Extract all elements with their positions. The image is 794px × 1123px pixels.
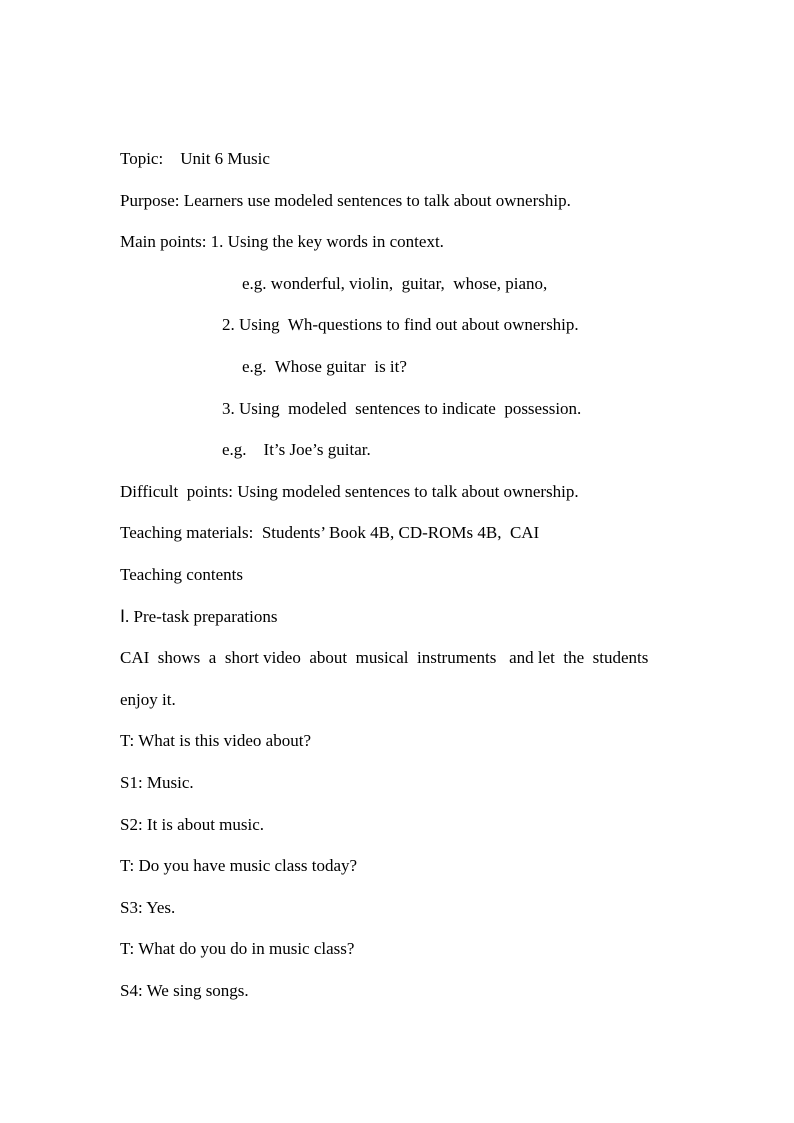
main-points-example-1: e.g. wonderful, violin, guitar, whose, piano, (242, 274, 548, 293)
cai-paragraph-line-2: enjoy it. (120, 690, 176, 709)
dialogue-line: S2: It is about music. (120, 815, 265, 834)
section-heading-pre-task: Ⅰ. Pre-task preparations (120, 607, 278, 626)
dialogue-line: T: What is this video about? (120, 731, 312, 750)
dialogue-line: S4: We sing songs. (120, 981, 249, 1000)
main-points-example-2: e.g. Whose guitar is it? (242, 357, 407, 376)
dialogue-line: T: Do you have music class today? (120, 856, 358, 875)
cai-paragraph-line-1: CAI shows a short video about musical instruments and let the students (120, 648, 649, 667)
purpose-line: Purpose: Learners use modeled sentences to talk about ownership. (120, 191, 571, 210)
main-points-item-3: 3. Using modeled sentences to indicate possession. (222, 399, 582, 418)
dialogue-line: S3: Yes. (120, 898, 176, 917)
dialogue-line: T: What do you do in music class? (120, 939, 355, 958)
main-points-example-3: e.g. It’s Joe’s guitar. (222, 440, 371, 459)
topic-line: Topic: Unit 6 Music (120, 149, 270, 168)
teaching-contents-heading: Teaching contents (120, 565, 243, 584)
main-points-item-2: 2. Using Wh-questions to find out about ownership. (222, 315, 579, 334)
dialogue-line: S1: Music. (120, 773, 194, 792)
main-points-line: Main points: 1. Using the key words in context. (120, 232, 444, 251)
teaching-materials-line: Teaching materials: Students’ Book 4B, CD-ROMs 4B, CAI (120, 523, 540, 542)
difficult-points-line: Difficult points: Using modeled sentences to talk about ownership. (120, 482, 579, 501)
